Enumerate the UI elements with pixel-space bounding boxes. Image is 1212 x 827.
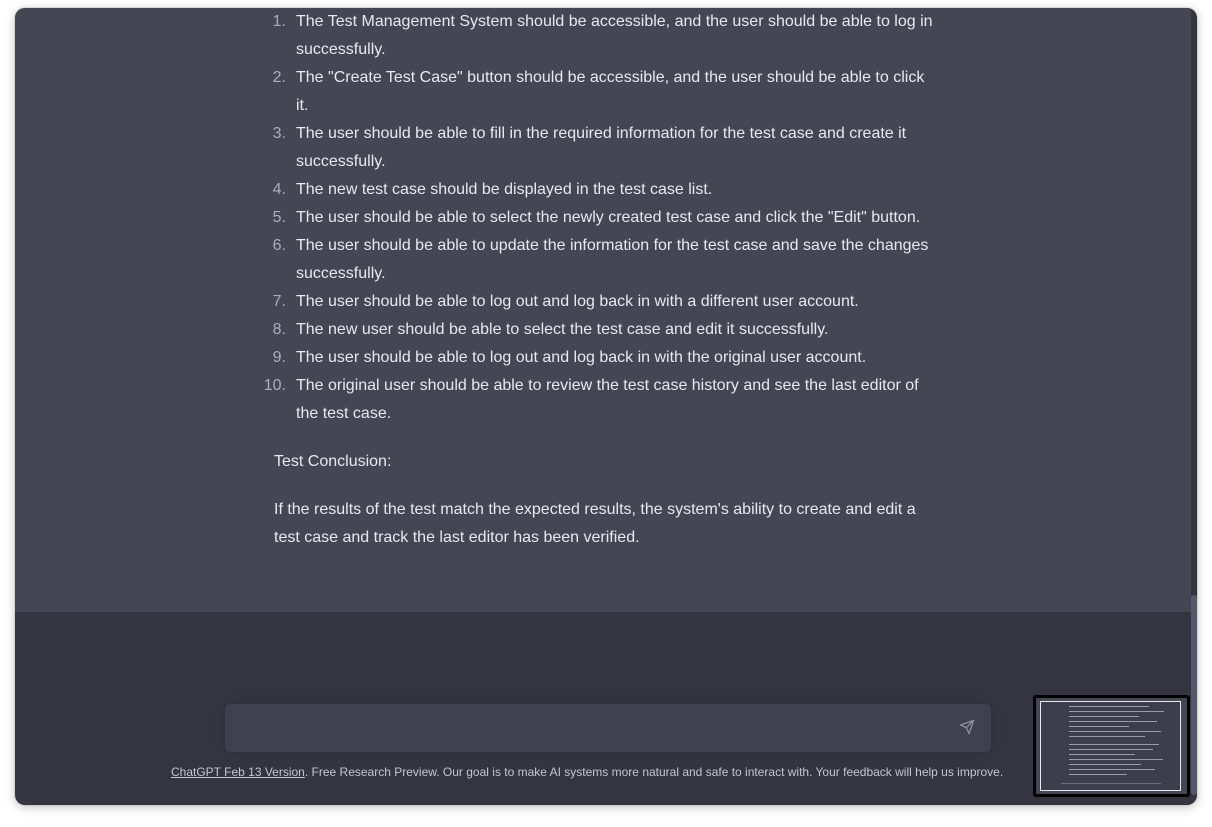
chat-window <box>15 8 1197 805</box>
step-number: 2. <box>272 69 286 86</box>
scrollbar[interactable] <box>1191 8 1197 805</box>
step-number: 7. <box>272 293 286 310</box>
list-item <box>274 232 934 288</box>
assistant-message <box>15 8 1191 612</box>
step-text: The user should be able to update the information for the test case and save the changes successfully. <box>296 237 929 282</box>
step-text: The "Create Test Case" button should be accessible, and the user should be able to click it. <box>296 69 925 114</box>
step-number: 6. <box>272 237 286 254</box>
step-number: 1. <box>272 13 286 30</box>
thumbnail-text-line <box>1069 749 1153 750</box>
list-item <box>274 8 934 64</box>
step-text: The new user should be able to select the test case and edit it successfully. <box>296 321 829 338</box>
thumbnail-text-line <box>1069 769 1155 770</box>
thumbnail-text-line <box>1069 759 1163 760</box>
step-text: The user should be able to fill in the required information for the test case and create it successfully. <box>296 125 907 170</box>
message-content <box>263 8 934 552</box>
step-text: The new test case should be displayed in the test case list. <box>296 181 713 198</box>
thumbnail-text-line <box>1069 754 1135 755</box>
thumbnail-preview <box>1040 701 1181 791</box>
step-text: The Test Management System should be accessible, and the user should be able to log in successfully. <box>296 13 933 58</box>
list-item <box>274 176 934 204</box>
thumbnail-text-line <box>1069 711 1164 712</box>
screenshot-thumbnail[interactable] <box>1033 695 1190 797</box>
list-item <box>274 316 934 344</box>
thumbnail-composer <box>1061 783 1161 784</box>
message-input[interactable] <box>239 704 943 754</box>
thumbnail-text-line <box>1069 731 1161 732</box>
step-number: 8. <box>272 321 286 338</box>
step-number: 10. <box>263 377 286 394</box>
step-text: The original user should be able to review the test case history and see the last editor of the test case. <box>296 377 919 422</box>
thumbnail-text-line <box>1069 716 1139 717</box>
footer-text: . Free Research Preview. Our goal is to make AI systems more natural and safe to interact with. Your feedback will help us improve. <box>304 765 1004 779</box>
list-item <box>263 372 934 428</box>
step-number: 9. <box>272 349 286 366</box>
thumbnail-text-line <box>1069 706 1149 707</box>
paper-plane-icon <box>959 719 975 740</box>
step-text: The user should be able to select the newly created test case and click the "Edit" button. <box>296 209 921 226</box>
thumbnail-text-line <box>1069 721 1157 722</box>
list-item <box>274 344 934 372</box>
step-text: The user should be able to log out and log back in with the original user account. <box>296 349 867 366</box>
test-steps-list <box>263 8 934 428</box>
version-link[interactable]: ChatGPT Feb 13 Version <box>171 765 305 779</box>
footer-disclaimer <box>171 764 1037 780</box>
thumbnail-text-line <box>1069 726 1129 727</box>
list-item <box>274 288 934 316</box>
send-button[interactable] <box>955 717 979 741</box>
thumbnail-text-line <box>1069 744 1159 745</box>
thumbnail-text-line <box>1069 736 1145 737</box>
scrollbar-thumb[interactable] <box>1191 595 1197 795</box>
conclusion-text: If the results of the test match the expected results, the system's ability to create and edit a test case and track the last editor has been verified. <box>274 501 916 546</box>
step-number: 5. <box>272 209 286 226</box>
list-item <box>274 204 934 232</box>
thumbnail-text-line <box>1069 774 1127 775</box>
step-number: 3. <box>272 125 286 142</box>
list-item <box>274 64 934 120</box>
thumbnail-text-line <box>1069 764 1141 765</box>
conclusion-heading: Test Conclusion: <box>274 453 392 470</box>
message-composer <box>225 704 991 752</box>
list-item <box>274 120 934 176</box>
step-number: 4. <box>272 181 286 198</box>
step-text: The user should be able to log out and log back in with a different user account. <box>296 293 859 310</box>
